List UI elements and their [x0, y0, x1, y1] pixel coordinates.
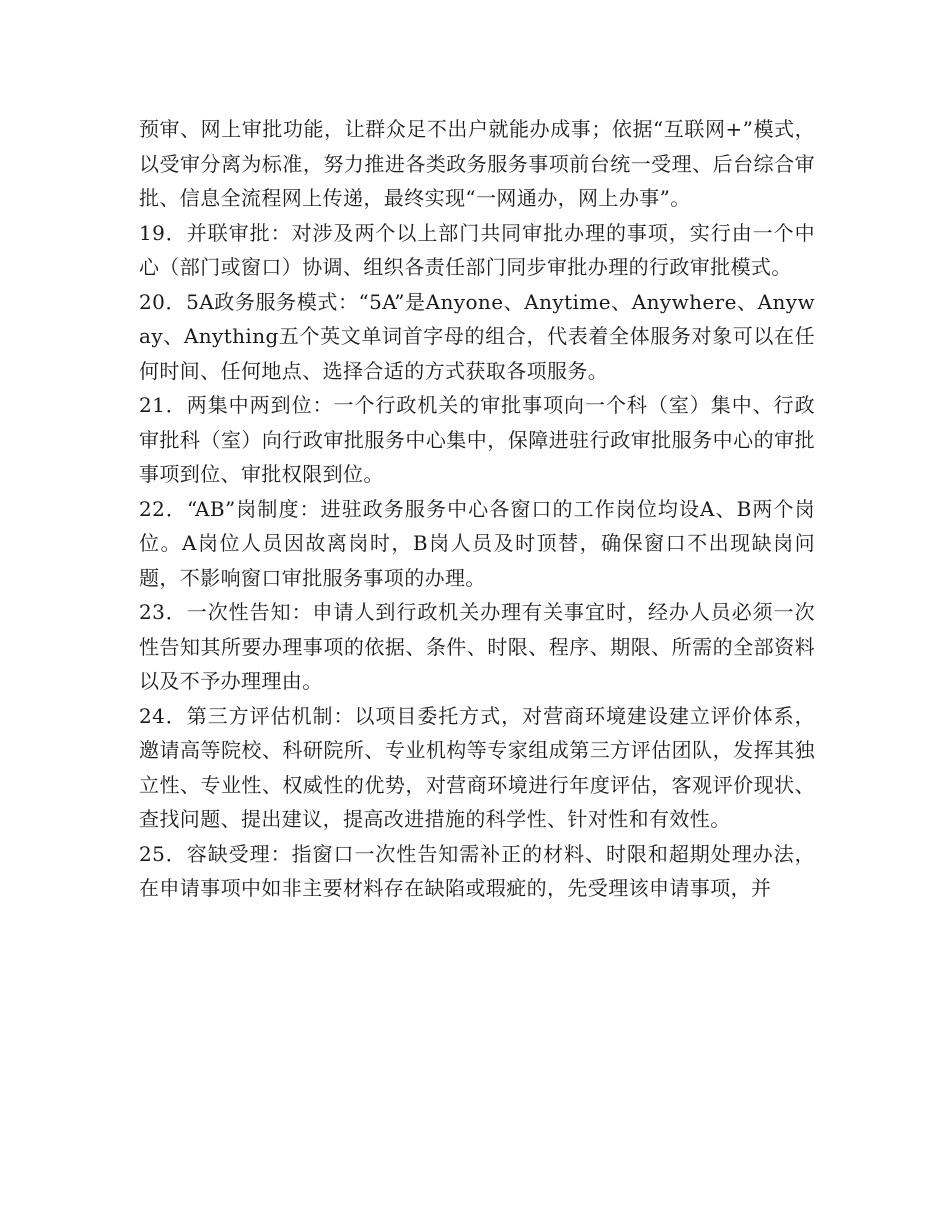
paragraph-20-5a-service-model: 20．5A政务服务模式：“5A”是Anyone、Anytime、Anywhere、Anyway、Anything五个英文单词首字母的组合，代表着全体服务对象可以在任何时间、任何地点、选择合适的方式获取各项服务。 — [139, 289, 815, 383]
paragraph-continued: 预审、网上审批功能，让群众足不出户就能办成事；依据“互联网+”模式，以受审分离为标准，努力推进各类政务服务事项前台统一受理、后台综合审批、信息全流程网上传递，最终实现“一网通办，网上办事”。 — [139, 117, 815, 210]
paragraph-19-parallel-approval: 19．并联审批：对涉及两个以上部门共同审批办理的事项，实行由一个中心（部门或窗口）协调、组织各责任部门同步审批办理的行政审批模式。 — [139, 220, 815, 279]
paragraph-24-third-party-evaluation: 24．第三方评估机制：以项目委托方式，对营商环境建设建立评价体系，邀请高等院校、科研院所、专业机构等专家组成第三方评估团队，发挥其独立性、专业性、权威性的优势，对营商环境进行年度评估，客观评价现状、查找问题、提出建议，提高改进措施的科学性、针对性和有效性。 — [139, 703, 815, 831]
paragraph-23-one-time-notice: 23．一次性告知：申请人到行政机关办理有关事宜时，经办人员必须一次性告知其所要办理事项的依据、条件、时限、程序、期限、所需的全部资料以及不予办理理由。 — [139, 600, 815, 693]
paragraph-21-two-centralizations: 21．两集中两到位：一个行政机关的审批事项向一个科（室）集中、行政审批科（室）向行政审批服务中心集中，保障进驻行政审批服务中心的审批事项到位、审批权限到位。 — [139, 393, 815, 486]
paragraph-25-tolerant-acceptance: 25．容缺受理：指窗口一次性告知需补正的材料、时限和超期处理办法，在申请事项中如非主要材料存在缺陷或瑕疵的，先受理该申请事项，并 — [139, 841, 815, 900]
document-body — [139, 112, 815, 906]
paragraph-22-ab-post-system: 22．“AB”岗制度：进驻政务服务中心各窗口的工作岗位均设A、B两个岗位。A岗位人员因故离岗时，B岗人员及时顶替，确保窗口不出现缺岗问题，不影响窗口审批服务事项的办理。 — [139, 496, 815, 590]
